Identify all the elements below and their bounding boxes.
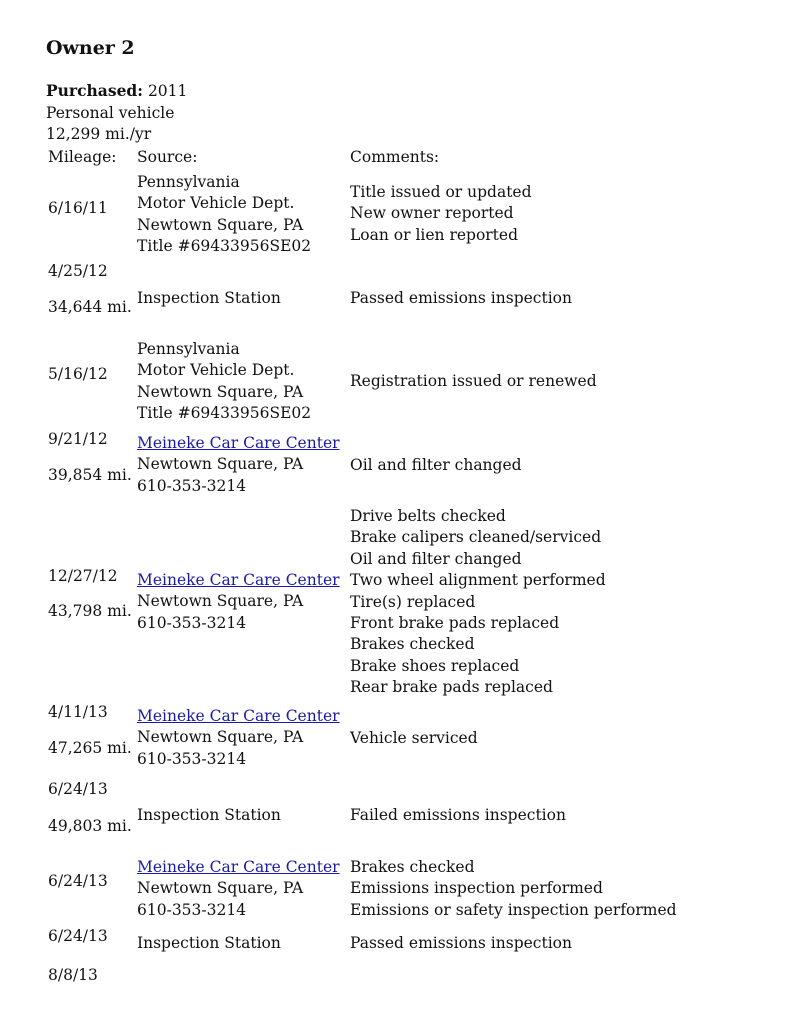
source-line: Motor Vehicle Dept. (137, 361, 295, 380)
record-comments (350, 506, 606, 699)
header-mileage: Mileage: (48, 148, 117, 166)
vehicle-use: Personal vehicle (46, 103, 175, 122)
record-mileage: 43,798 mi. (48, 602, 132, 620)
comment-line: Brake calipers cleaned/serviced (350, 528, 602, 547)
record-comment: Oil and filter changed (350, 456, 522, 474)
purchased-label: Purchased: (46, 81, 143, 100)
comment-line: Drive belts checked (350, 507, 506, 525)
comment-line: New owner reported (350, 204, 514, 223)
source-line: Title #69433956SE02 (137, 404, 312, 423)
meineke-link[interactable]: Meineke Car Care Center (137, 434, 340, 452)
comment-line: Two wheel alignment performed (350, 571, 606, 590)
header-source: Source: (137, 148, 198, 166)
record-date: 9/21/12 (48, 430, 108, 448)
source-line: 610-353-3214 (137, 749, 247, 768)
record-source: Inspection Station (137, 806, 281, 824)
source-line: Newtown Square, PA (137, 728, 304, 747)
record-source (137, 172, 311, 258)
source-line: 610-353-3214 (137, 613, 247, 632)
record-comment: Failed emissions inspection (350, 806, 566, 824)
comment-line: Brakes checked (350, 858, 475, 876)
annual-mileage: 12,299 mi./yr (46, 125, 152, 143)
record-mileage: 34,644 mi. (48, 298, 132, 316)
record-mileage: 49,803 mi. (48, 817, 132, 835)
record-source: Inspection Station (137, 289, 281, 307)
comment-line: Emissions or safety inspection performed (350, 900, 677, 919)
record-date: 8/8/13 (48, 966, 98, 984)
record-date: 6/24/13 (48, 780, 108, 798)
comment-line: Brake shoes replaced (350, 656, 520, 675)
record-source (137, 857, 340, 921)
owner-title: Owner 2 (46, 37, 135, 59)
record-comments (350, 857, 677, 921)
meineke-link[interactable]: Meineke Car Care Center (137, 571, 340, 589)
source-line: Newtown Square, PA (137, 215, 304, 234)
comment-line: Brakes checked (350, 635, 475, 654)
record-date: 4/11/13 (48, 703, 108, 721)
comment-line: Title issued or updated (350, 183, 532, 201)
purchased-year: 2011 (147, 82, 188, 100)
record-source (137, 339, 311, 425)
record-comment: Registration issued or renewed (350, 372, 597, 390)
record-comment: Passed emissions inspection (350, 934, 572, 952)
record-comment: Passed emissions inspection (350, 289, 572, 307)
owner-summary (46, 80, 187, 146)
source-line: Newtown Square, PA (137, 382, 304, 401)
record-comments (350, 182, 532, 246)
source-line: Newtown Square, PA (137, 879, 304, 898)
record-source (137, 706, 340, 770)
record-source (137, 433, 340, 497)
record-date: 6/16/11 (48, 199, 108, 217)
record-date: 12/27/12 (48, 567, 118, 585)
source-line: 610-353-3214 (137, 900, 247, 919)
record-comment: Vehicle serviced (350, 729, 478, 747)
comment-line: Loan or lien reported (350, 225, 519, 244)
source-line: Motor Vehicle Dept. (137, 194, 295, 213)
comment-line: Rear brake pads replaced (350, 678, 553, 697)
source-line: Newtown Square, PA (137, 592, 304, 611)
record-source (137, 570, 340, 634)
record-date: 4/25/12 (48, 262, 108, 280)
record-date: 6/24/13 (48, 927, 108, 945)
source-line: Title #69433956SE02 (137, 237, 312, 256)
record-mileage: 47,265 mi. (48, 739, 132, 757)
record-source: Inspection Station (137, 934, 281, 952)
comment-line: Tire(s) replaced (350, 592, 476, 611)
record-mileage: 39,854 mi. (48, 466, 132, 484)
comment-line: Oil and filter changed (350, 549, 522, 568)
source-line: Newtown Square, PA (137, 455, 304, 474)
meineke-link[interactable]: Meineke Car Care Center (137, 858, 340, 876)
source-line: Pennsylvania (137, 340, 240, 358)
comment-line: Emissions inspection performed (350, 879, 603, 898)
source-line: Pennsylvania (137, 173, 240, 191)
meineke-link[interactable]: Meineke Car Care Center (137, 707, 340, 725)
header-comments: Comments: (350, 148, 440, 166)
record-date: 6/24/13 (48, 872, 108, 890)
record-date: 5/16/12 (48, 365, 108, 383)
source-line: 610-353-3214 (137, 476, 247, 495)
comment-line: Front brake pads replaced (350, 613, 560, 632)
